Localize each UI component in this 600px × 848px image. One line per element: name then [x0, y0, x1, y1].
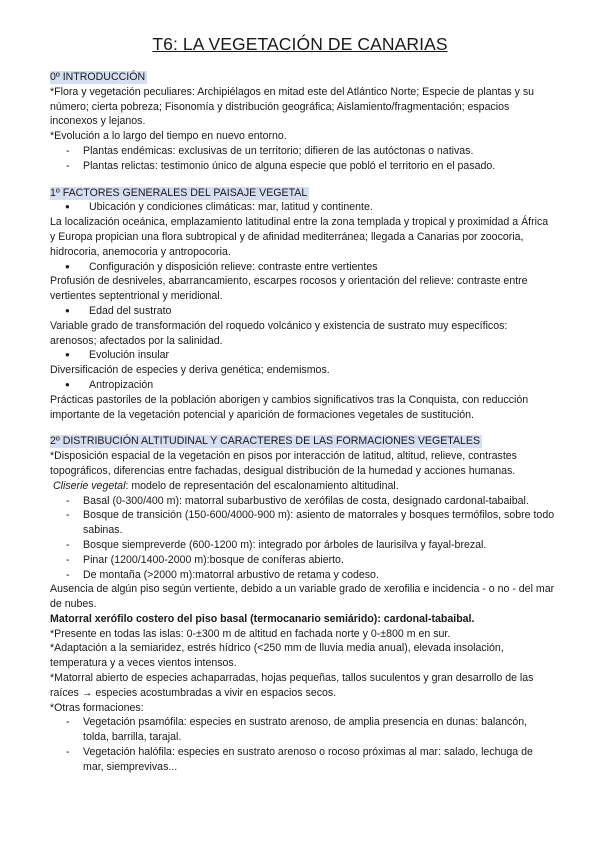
section-2-dash-item-3: - Bosque siempreverde (600-1200 m): integrado por árboles de laurisilva y fayal-brezal. [50, 538, 555, 553]
section-0-dash-item-2: - Plantas relictas: testimonio único de alguna especie que pobló el territorio en el pasado. [50, 159, 555, 174]
cliserie-text: : modelo de representación del escalonamiento altitudinal. [125, 479, 399, 492]
section-1-bullet-5: ● Antropización [50, 378, 555, 393]
section-0-paragraph-1: *Flora y vegetación peculiares: Archipiélagos en mitad este del Atlántico Norte; Especie de plantas y su número; cierta pobreza; Fisonomía y distribución geográfica; Aislamiento/fragmentación; espacios inconexos y lejanos. [50, 85, 535, 128]
section-0-dash-item-1: - Plantas endémicas: exclusivas de un territorio; difieren de las autóctonas o nativas. [50, 144, 555, 159]
section-1-text-2: Profusión de desniveles, abarrancamiento, escarpes rocosos y orientación del relieve: contraste entre vertientes septentrional y meridional. [50, 275, 528, 303]
section-2-dash-item-1: - Basal (0-300/400 m): matorral subarbustivo de xerófilas de costa, designado cardonal-tabaibal. [50, 494, 555, 509]
section-0-paragraph-2: *Evolución a lo largo del tiempo en nuevo entorno. [50, 130, 287, 143]
document-body [50, 70, 555, 775]
section-2-heading-line [50, 434, 555, 449]
section-2-dash-item-2: - Bosque de transición (150-600/4000-900 m): asiento de matorrales y bosques termófilos, sobre todo sabinas. [50, 508, 555, 538]
cliserie-label: Cliserie vegetal [53, 479, 126, 492]
section-1-text-5: Prácticas pastoriles de la población aborigen y cambios significativos tras la Conquista, con reducción importante de la vegetación potencial y aparición de formaciones vegetales de sustitución. [50, 393, 529, 421]
section-2-paragraph-5: *Matorral abierto de especies achaparradas, hojas pequeñas, tallos suculentos y gran desarrollo de las raíces → especies acostumbradas a vivir en espacios secos. [50, 672, 534, 699]
section-1-heading: 1º FACTORES GENERALES DEL PAISAJE VEGETAL [50, 186, 308, 199]
section-2-heading: 2º DISTRIBUCIÓN ALTITUDINAL Y CARACTERES DE LAS FORMACIONES VEGETALES [50, 435, 481, 448]
section-2-dash-item-5: - De montaña (>2000 m):matorral arbustivo de retama y codeso. [50, 568, 555, 583]
section-1-bullet-2: ● Configuración y disposición relieve: contraste entre vertientes [50, 260, 555, 275]
section-2-paragraph-2: Ausencia de algún piso según vertiente, debido a un variable grado de xerofilia e incidencia - o no - del mar de nubes. [50, 583, 555, 611]
section-0-heading: 0º INTRODUCCIÓN [50, 71, 146, 83]
section-1-heading-line [50, 186, 555, 201]
section-1-bullet-4: ● Evolución insular [50, 348, 555, 363]
section-1-bullet-3: ● Edad del sustrato [50, 304, 555, 319]
section-2-paragraph-3: *Presente en todas las islas: 0-±300 m de altitud en fachada norte y 0-±800 m en sur. [50, 627, 451, 640]
section-1-text-4: Diversificación de especies y deriva genética; endemismos. [50, 364, 330, 377]
section-2-paragraph-4: *Adaptación a la semiaridez, estrés hídrico (<250 mm de lluvia media anual), elevada insolación, temperatura y a veces vientos intensos. [50, 642, 504, 670]
section-2-paragraph-1: *Disposición espacial de la vegetación en pisos por interacción de latitud, altitud, relieve, contrastes topográficos, diferencias entre fachadas, desigual distribución de la humedad y acciones humanas. [50, 450, 517, 477]
document-title: T6: LA VEGETACIÓN DE CANARIAS [152, 34, 448, 54]
section-2-paragraph-6: *Otras formaciones: [50, 701, 144, 714]
section-2-bold-heading: Matorral xerófilo costero del piso basal (termocanario semiárido): cardonal-tabaibal. [50, 612, 475, 625]
section-2-cliserie-line [50, 479, 555, 494]
section-2-other-formation-2: - Vegetación halófila: especies en sustrato arenoso o rocoso próximas al mar: salado, lechuga de mar, siemprevivas... [50, 745, 555, 775]
section-1-bullet-1: ● Ubicación y condiciones climáticas: mar, latitud y continente. [50, 200, 555, 215]
section-0-heading-line [50, 70, 555, 85]
section-2-other-formation-1: - Vegetación psamófila: especies en sustrato arenoso, de amplia presencia en dunas: balancón, tolda, barrilla, tarajal. [50, 715, 555, 745]
section-1-text-3: Variable grado de transformación del roquedo volcánico y existencia de sustrato muy específicos: arenosos; afectados por la salinidad. [50, 319, 508, 347]
section-1-text-1: La localización oceánica, emplazamiento latitudinal entre la zona templada y tropical y proximidad a África y Europa propician una flora subtropical y de afinidad mediterránea; llegada a Canarias por zoocoria, hidrocoria, anemocoria y antropocoria. [50, 216, 549, 258]
section-2-dash-item-4: - Pinar (1200/1400-2000 m):bosque de coníferas abierto. [50, 553, 555, 568]
